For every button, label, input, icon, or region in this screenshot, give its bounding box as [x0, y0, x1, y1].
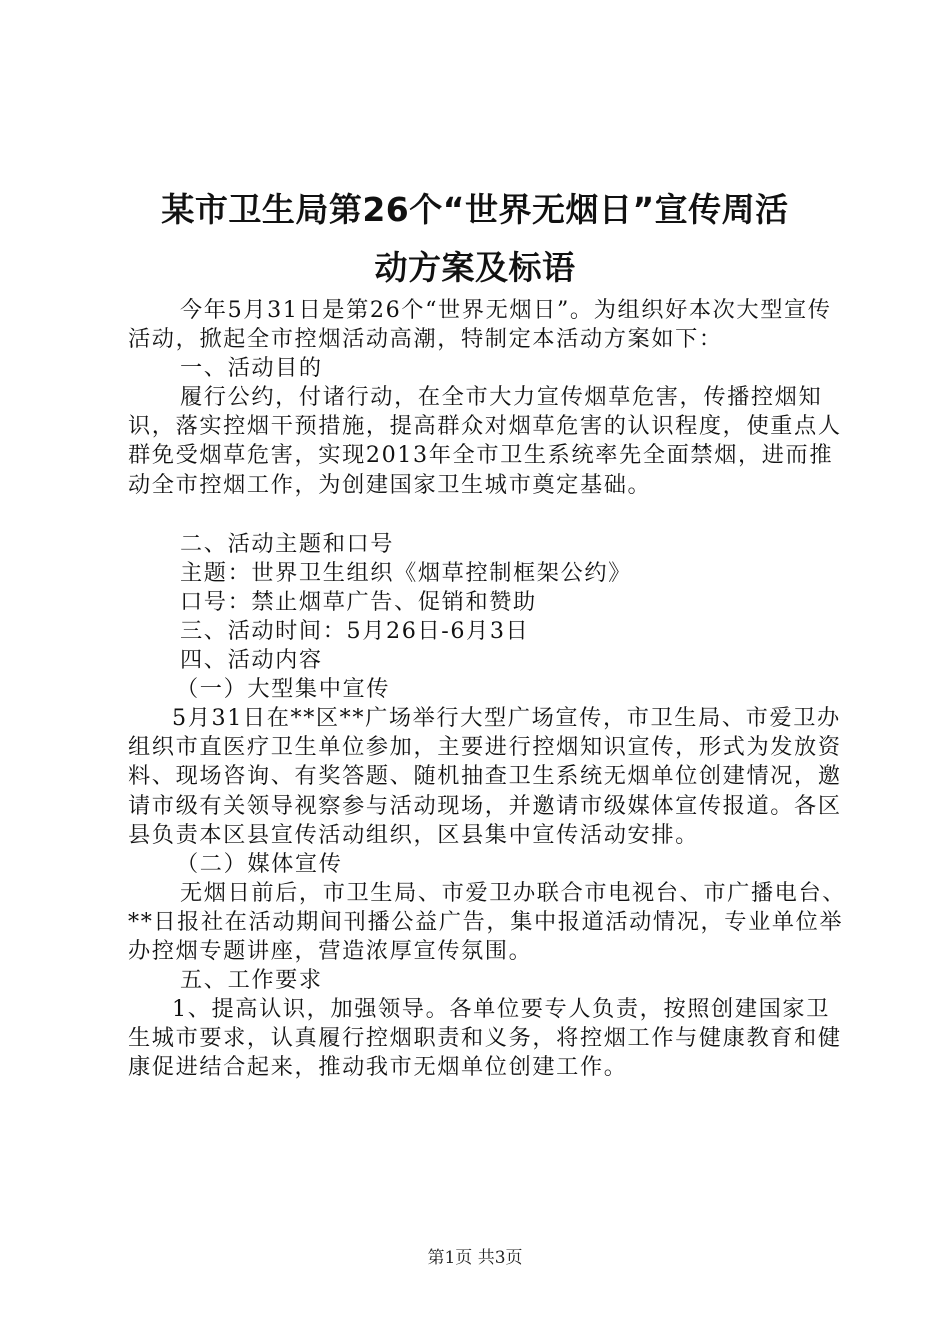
section-heading-requirements: 五、工作要求 — [180, 967, 323, 994]
section-heading-time: 三、活动时间：5月26日-6月3日 — [180, 617, 530, 644]
section-heading-theme: 二、活动主题和口号 — [180, 530, 395, 557]
intro-paragraph: 今年5月31日是第26个“世界无烟日”。为组织好本次大型宣传活动，掀起全市控烟活动高潮，特制定本活动方案如下： — [128, 297, 832, 353]
purpose-paragraph: 履行公约，付诸行动，在全市大力宣传烟草危害，传播控烟知识，落实控烟干预措施，提高群众对烟草危害的认识程度，使重点人群免受烟草危害，实现2013年全市卫生系统率先全面禁烟，进而推动全市控烟工作，为创建国家卫生城市奠定基础。 — [128, 384, 842, 498]
subsection-heading-media: （二）媒体宣传 — [176, 850, 343, 877]
section-heading-content: 四、活动内容 — [180, 647, 323, 674]
document-body — [128, 296, 848, 1082]
paragraph-gap — [128, 500, 848, 530]
section-heading-purpose: 一、活动目的 — [180, 355, 323, 382]
centralized-paragraph: 5月31日在**区**广场举行大型广场宣传，市卫生局、市爱卫办组织市直医疗卫生单位参加，主要进行控烟知识宣传，形式为发放资料、现场咨询、有奖答题、随机抽查卫生系统无烟单位创建情况，邀请市级有关领导视察参与活动现场，并邀请市级媒体宣传报道。各区县负责本区县宣传活动组织，区县集中宣传活动安排。 — [128, 705, 842, 848]
document-title-line-2: 动方案及标语 — [374, 248, 576, 287]
theme-line: 主题：世界卫生组织《烟草控制框架公约》 — [180, 559, 632, 586]
requirements-paragraph: 1、提高认识，加强领导。各单位要专人负责，按照创建国家卫生城市要求，认真履行控烟职责和义务，将控烟工作与健康教育和健康促进结合起来，推动我市无烟单位创建工作。 — [128, 996, 842, 1081]
subsection-heading-centralized: （一）大型集中宣传 — [176, 676, 391, 703]
slogan-line: 口号：禁止烟草广告、促销和赞助 — [180, 588, 537, 615]
media-paragraph: 无烟日前后，市卫生局、市爱卫办联合市电视台、市广播电台、**日报社在活动期间刊播公益广告，集中报道活动情况，专业单位举办控烟专题讲座，营造浓厚宣传氛围。 — [128, 879, 847, 964]
document-title-line-1: 某市卫生局第26个“世界无烟日”宣传周活 — [161, 190, 789, 229]
page-footer: 第1页 共3页 — [427, 1248, 523, 1268]
